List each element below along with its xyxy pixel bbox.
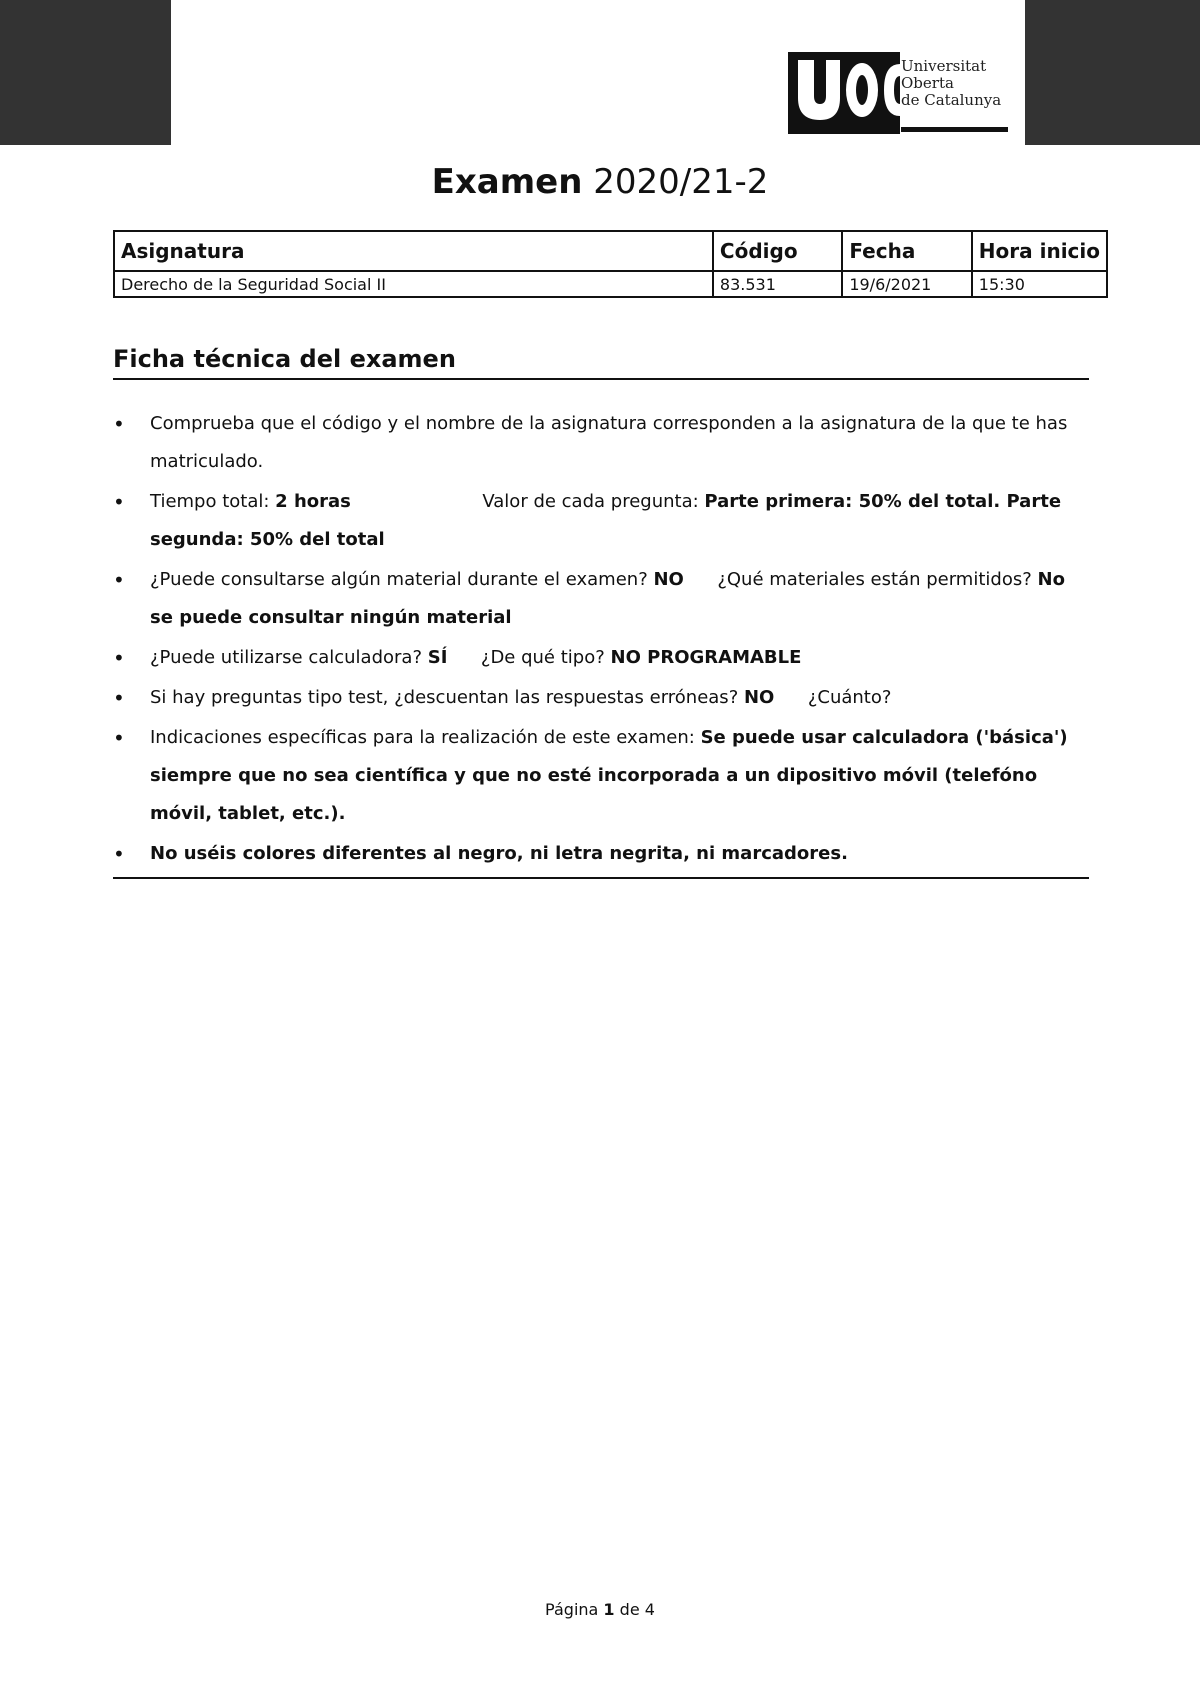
table-header-row — [114, 231, 1107, 271]
logo-underline — [901, 127, 1008, 132]
header-corner-right — [1025, 0, 1200, 145]
logo-line-1: Universitat — [901, 57, 987, 75]
value-value: Parte primera: 50% del total. Parte segunda: 50% del total — [150, 491, 1062, 550]
list-item-colors — [113, 835, 1089, 873]
list-item-test — [113, 679, 1089, 717]
calculator-type-question: ¿De qué tipo? — [480, 647, 605, 668]
specific-label: Indicaciones específicas para la realización de este examen: — [150, 727, 695, 748]
test-answer: NO — [743, 687, 775, 708]
uoc-logo-text — [901, 58, 1001, 109]
test-amount-question: ¿Cuánto? — [807, 687, 892, 708]
value-label: Valor de cada pregunta: — [482, 491, 699, 512]
list-item-check — [113, 405, 1089, 481]
uoc-logo — [788, 52, 1008, 134]
material-allowed-answer: No se puede consultar ningún material — [150, 569, 1065, 628]
calculator-type-answer: NO PROGRAMABLE — [610, 647, 802, 668]
cell-asignatura: Derecho de la Seguridad Social II — [114, 271, 713, 297]
table-row — [114, 271, 1107, 297]
header-asignatura: Asignatura — [114, 231, 713, 271]
header-codigo: Código — [713, 231, 842, 271]
material-answer: NO — [653, 569, 684, 590]
logo-line-3: de Catalunya — [901, 91, 1002, 109]
exam-info-table — [113, 230, 1108, 298]
cell-fecha: 19/6/2021 — [842, 271, 971, 297]
list-item-material — [113, 561, 1089, 637]
specific-value: Se puede usar calculadora ('básica') siempre que no sea científica y que no esté incorporada a un dipositivo móvil (telefóno móvil, tablet, etc.). — [150, 727, 1068, 824]
calculator-question: ¿Puede utilizarse calculadora? — [150, 647, 423, 668]
test-question: Si hay preguntas tipo test, ¿descuentan las respuestas erróneas? — [150, 687, 739, 708]
cell-hora-inicio: 15:30 — [972, 271, 1107, 297]
page-title — [0, 160, 1200, 204]
logo-line-2: Oberta — [901, 74, 954, 92]
list-item-time — [113, 483, 1089, 559]
cell-codigo: 83.531 — [713, 271, 842, 297]
list-item-calculator — [113, 639, 1089, 677]
material-question: ¿Puede consultarse algún material durante el examen? — [150, 569, 648, 590]
header-fecha: Fecha — [842, 231, 971, 271]
title-bold: Examen — [431, 162, 583, 202]
calculator-answer: SÍ — [427, 647, 448, 668]
time-label: Tiempo total: — [150, 491, 270, 512]
page-footer — [0, 1600, 1200, 1619]
tech-sheet-list — [113, 405, 1089, 879]
uoc-logo-mark — [788, 52, 900, 134]
list-item-specific — [113, 719, 1089, 833]
section-title: Ficha técnica del examen — [113, 343, 1089, 380]
check-text: Comprueba que el código y el nombre de la asignatura corresponden a la asignatura de la que te has matriculado. — [150, 413, 1068, 472]
material-allowed-question: ¿Qué materiales están permitidos? — [717, 569, 1032, 590]
header-hora-inicio: Hora inicio — [972, 231, 1107, 271]
title-regular: 2020/21-2 — [593, 162, 769, 202]
header-corner-left — [0, 0, 171, 145]
page-total: 4 — [644, 1600, 655, 1619]
time-value: 2 horas — [275, 491, 351, 512]
page-current: 1 — [603, 1600, 615, 1619]
page-label: Página — [545, 1600, 599, 1619]
page-of: de — [619, 1600, 640, 1619]
colors-text: No uséis colores diferentes al negro, ni letra negrita, ni marcadores. — [150, 843, 848, 864]
